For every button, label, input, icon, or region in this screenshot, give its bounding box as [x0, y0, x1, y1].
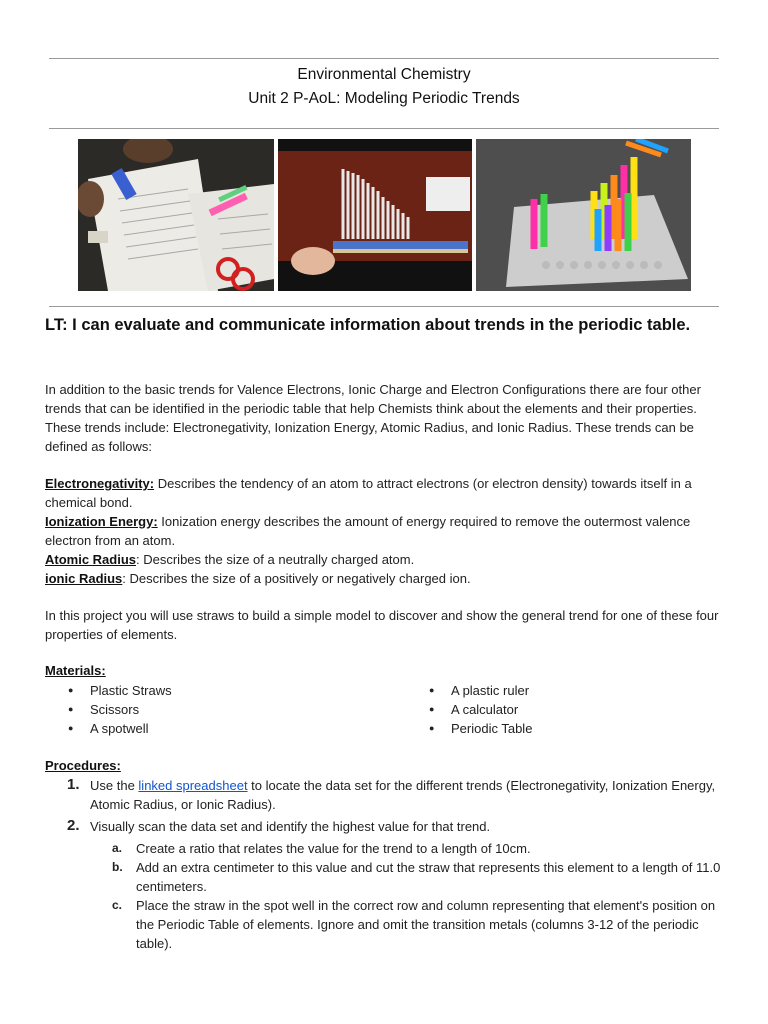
step-text: to locate the data set for the different trends (Electronegativity, Ionization Energy, Atomic Radius, or Ionic Radius).: [90, 778, 716, 812]
step-text: Use the: [90, 778, 139, 793]
definition-electronegativity: [45, 474, 725, 512]
straw-model-photo: [278, 139, 472, 291]
step-number: 2.: [67, 817, 80, 834]
photo-rule: [49, 306, 719, 307]
procedure-step-1: [62, 776, 722, 814]
procedure-substep-b: [62, 858, 722, 896]
project-paragraph: In this project you will use straws to build a simple model to discover and show the general trend for one of these four properties of elements.: [45, 608, 719, 642]
definition-ionic-radius: [45, 569, 725, 588]
spotwell-colored-straws-photo: [476, 139, 691, 291]
definition-term: ionic Radius: [45, 571, 123, 586]
materials-heading: Materials:: [45, 663, 106, 678]
step-number: 1.: [67, 776, 80, 793]
list-item: ● A plastic ruler: [406, 681, 532, 700]
substep-text: Create a ratio that relates the value for the trend to a length of 10cm.: [136, 841, 531, 856]
procedures-heading: Procedures:: [45, 758, 121, 773]
students-working-photo: [78, 139, 274, 291]
substep-text: Add an extra centimeter to this value and cut the straw that represents this element to a length of 11.0 centimeters.: [136, 860, 721, 894]
substep-letter: c.: [112, 898, 123, 912]
list-item: ● Plastic Straws: [45, 681, 172, 700]
step-text: Visually scan the data set and identify the highest value for that trend.: [90, 819, 491, 834]
definition-term: Electronegativity:: [45, 476, 155, 491]
definition-atomic-radius: [45, 550, 725, 569]
linked-spreadsheet-link[interactable]: linked spreadsheet: [138, 778, 248, 793]
definition-text: : Describes the size of a neutrally charged atom.: [136, 552, 415, 567]
definition-text: Describes the tendency of an atom to attract electrons (or electron density) towards itself in a chemical bond.: [45, 476, 692, 510]
procedures-list: [62, 776, 722, 953]
substep-letter: b.: [112, 860, 123, 874]
materials-list-right: [406, 681, 532, 738]
intro-paragraph: In addition to the basic trends for Valence Electrons, Ionic Charge and Electron Configurations there are four other trends that can be identified in the periodic table that help Chemists think about the elements and their properties. These trends include: Electronegativity, Ionization Energy, Atomic Radius, and Ionic Radius. These trends can be defined as follows:: [45, 382, 701, 454]
procedure-substep-a: [62, 839, 722, 858]
learning-target: LT: I can evaluate and communicate information about trends in the periodic table.: [45, 316, 691, 334]
title-rule: [49, 128, 719, 129]
definition-term: Atomic Radius: [45, 552, 137, 567]
definition-ionization-energy: [45, 512, 725, 550]
list-item: ● A spotwell: [45, 719, 172, 738]
photo-strip: [78, 139, 691, 291]
definitions-block: [45, 474, 725, 588]
definition-text: Ionization energy describes the amount of energy required to remove the outermost valence electron from an atom.: [45, 514, 691, 548]
top-rule: [49, 58, 719, 59]
list-item: ● Scissors: [45, 700, 172, 719]
list-item: ● A calculator: [406, 700, 532, 719]
course-title: Environmental Chemistry: [297, 66, 471, 83]
substep-letter: a.: [112, 841, 123, 855]
procedure-substep-c: [62, 896, 722, 953]
materials-list-left: [45, 681, 172, 738]
list-item: ● Periodic Table: [406, 719, 532, 738]
definition-term: Ionization Energy:: [45, 514, 158, 529]
definition-text: : Describes the size of a positively or negatively charged ion.: [122, 571, 471, 586]
procedure-step-2: [62, 817, 722, 836]
substep-text: Place the straw in the spot well in the correct row and column representing that element's position on the Periodic Table of elements. Ignore and omit the transition metals (columns 3-12 of the periodic table).: [136, 898, 716, 951]
unit-title: Unit 2 P-AoL: Modeling Periodic Trends: [248, 90, 520, 107]
